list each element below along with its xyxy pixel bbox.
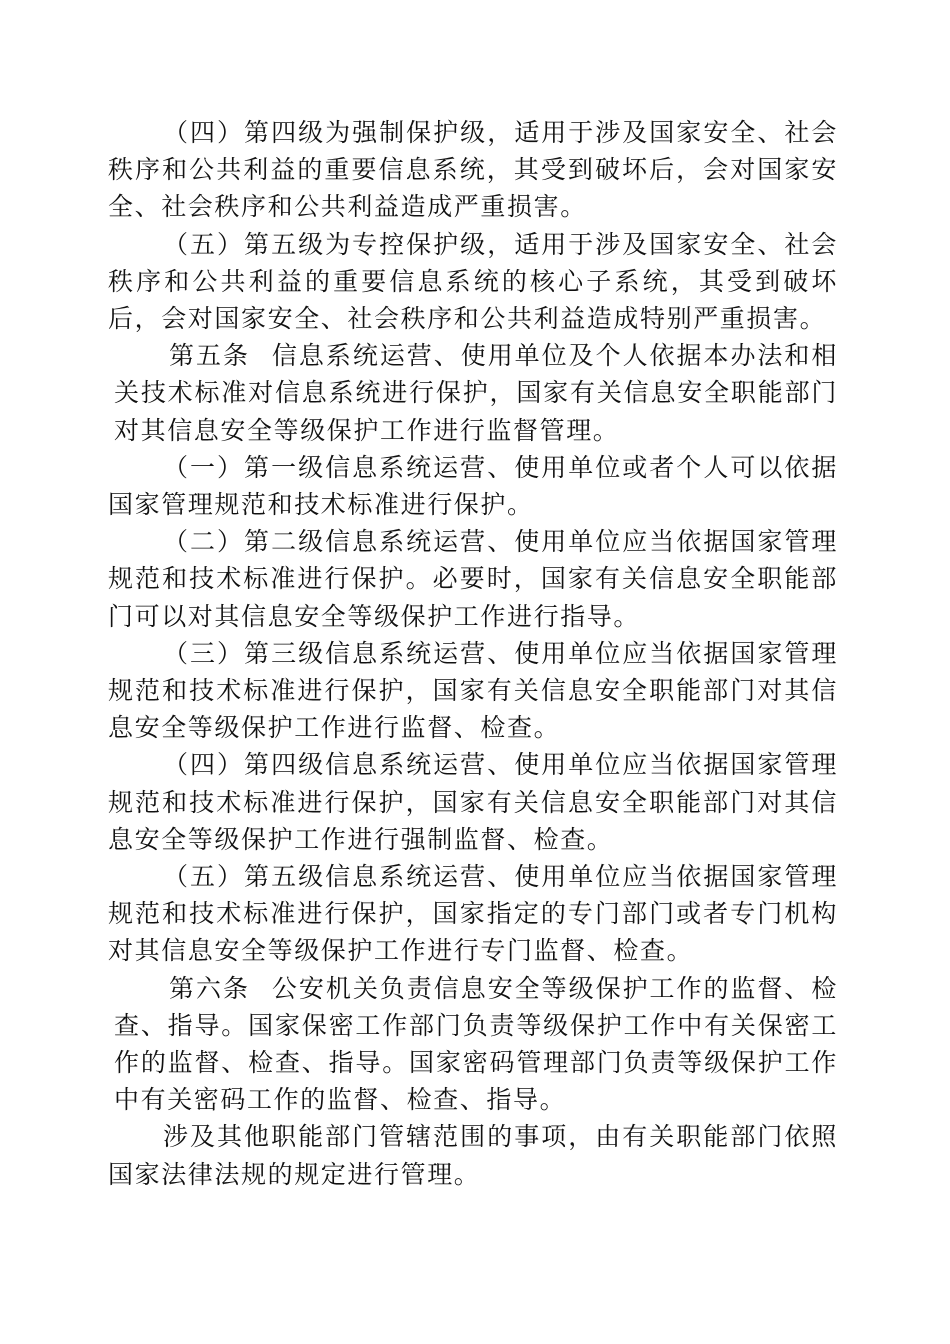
paragraph-level-five-definition: （五）第五级为专控保护级，适用于涉及国家安全、社会秩序和公共利益的重要信息系统的核心子系统，其受到破坏后，会对国家安全、社会秩序和公共利益造成特别严重损害。 [108,229,838,334]
article-six-number: 第六条 [169,973,250,1003]
article-five [108,337,838,449]
paragraph-level-one-protection: （一）第一级信息系统运营、使用单位或者个人可以依据国家管理规范和技术标准进行保护。 [108,452,838,520]
paragraph-level-three-protection: （三）第三级信息系统运营、使用单位应当依据国家管理规范和技术标准进行保护，国家有关信息安全职能部门对其信息安全等级保护工作进行监督、检查。 [108,638,838,743]
article-five-text: 信息系统运营、使用单位及个人依据本办法和相关技术标准对信息系统进行保护，国家有关信息安全职能部门对其信息安全等级保护工作进行监督管理。 [114,341,838,445]
paragraph-level-two-protection: （二）第二级信息系统运营、使用单位应当依据国家管理规范和技术标准进行保护。必要时，国家有关信息安全职能部门可以对其信息安全等级保护工作进行指导。 [108,527,838,631]
article-six [108,970,838,1119]
paragraph-level-five-protection: （五）第五级信息系统运营、使用单位应当依据国家管理规范和技术标准进行保护，国家指定的专门部门或者专门机构对其信息安全等级保护工作进行专门监督、检查。 [108,862,838,966]
paragraph-other-departments: 涉及其他职能部门管辖范围的事项，由有关职能部门依照国家法律法规的规定进行管理。 [108,1122,838,1189]
article-five-number: 第五条 [169,341,250,371]
article-six-text: 公安机关负责信息安全等级保护工作的监督、检查、指导。国家保密工作部门负责等级保护工作中有关保密工作的监督、检查、指导。国家密码管理部门负责等级保护工作中有关密码工作的监督、检查、指导。 [114,973,838,1115]
document-body [108,114,838,1193]
paragraph-level-four-protection: （四）第四级信息系统运营、使用单位应当依据国家管理规范和技术标准进行保护，国家有关信息安全职能部门对其信息安全等级保护工作进行强制监督、检查。 [108,750,838,854]
paragraph-level-four-definition: （四）第四级为强制保护级，适用于涉及国家安全、社会秩序和公共利益的重要信息系统，其受到破坏后，会对国家安全、社会秩序和公共利益造成严重损害。 [108,118,838,222]
